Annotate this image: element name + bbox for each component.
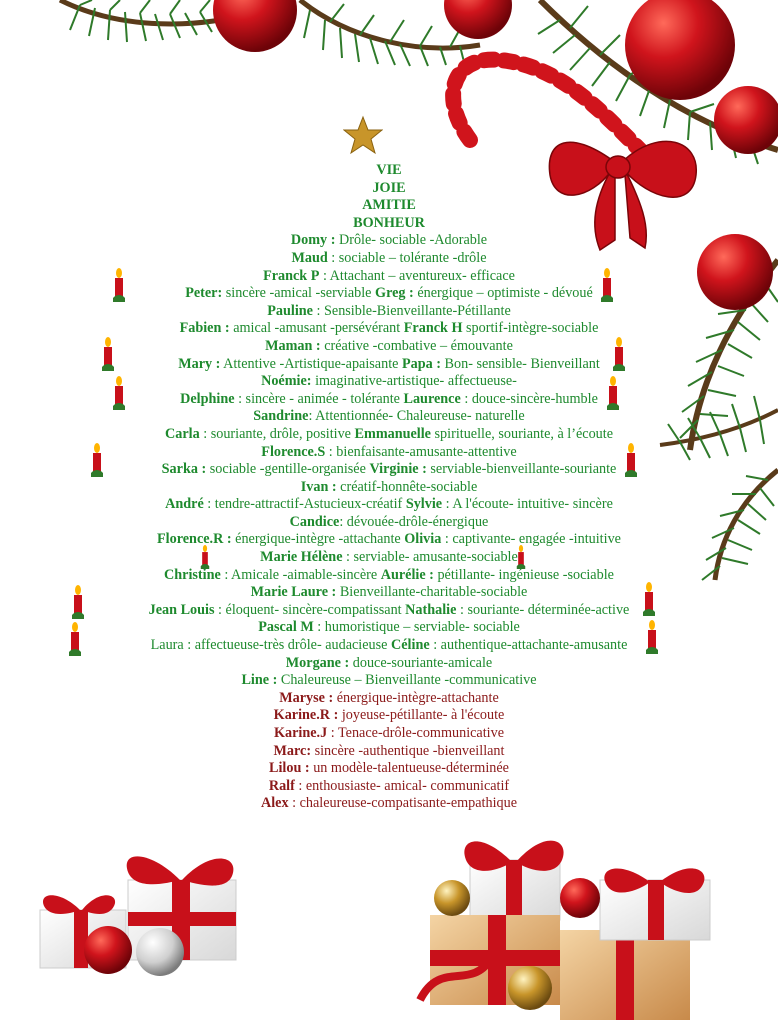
person-name: Pauline [267,302,313,319]
name-line [0,655,778,673]
name-line [0,285,778,303]
person-name: Maman : [265,337,321,354]
person-name: Pascal M [258,619,314,636]
person-qualities: : authentique-attachante-amusante [429,637,628,654]
person-name: Candice [289,513,340,530]
name-line [0,795,778,813]
person-name: Delphine [180,390,235,407]
person-name: Noémie: [261,373,312,390]
person-name: Florence.S [261,443,326,460]
person-name: Céline [391,637,430,654]
person-name: Maud [291,249,328,266]
person-name: Christine [164,566,221,583]
person-name: Emmanuelle [354,425,431,442]
name-line [0,356,778,374]
person-qualities: : Amicale -aimable-sincère [220,566,381,583]
name-line [0,760,778,778]
person-qualities: : humoristique – serviable- sociable [313,619,520,636]
name-line [0,707,778,725]
person-name: Fabien : [179,320,230,337]
person-name: Domy : [290,232,336,249]
name-line [0,303,778,321]
person-name: Line : [241,672,278,689]
name-line [0,408,778,426]
person-name: Laurence [403,390,461,407]
person-name: Carla [164,425,200,442]
person-qualities: : serviable- amusante-sociable [342,549,518,566]
name-line [0,549,778,567]
person-qualities: un modèle-talentueuse-déterminée [309,760,509,777]
person-qualities: créative -combative – émouvante [320,337,513,354]
person-qualities: : Tenace-drôle-communicative [327,725,504,741]
name-line [0,514,778,532]
person-qualities: : souriante- déterminée-active [456,601,630,618]
person-qualities: : douce-sincère-humble [460,390,598,407]
person-qualities: Bon- sensible- Bienveillant [441,355,600,372]
person-qualities: joyeuse-pétillante- à l'écoute [338,707,505,724]
name-line [0,725,778,743]
gift-icon-left [40,856,236,976]
person-name: Marie Laure : [250,584,337,601]
person-name: Morgane : [285,654,350,671]
name-line [0,479,778,497]
person-name: Virginie : [369,461,427,478]
person-name: Sandrine [253,408,309,425]
person-qualities: énergique – optimiste - dévoué [413,285,593,302]
person-name: Franck H [403,320,463,337]
person-qualities: pétillante- ingénieuse -sociable [433,566,614,583]
person-qualities: amical -amusant -persévérant [229,320,404,337]
tree-word: VIE [376,162,402,178]
green-name-lines [0,232,778,689]
person-name: Nathalie [405,601,457,618]
person-name: Ralf [268,777,295,794]
name-line [0,373,778,391]
candy-cane-icon [453,60,640,150]
person-name: Sylvie [405,496,443,513]
name-line [0,743,778,761]
person-qualities: serviable-bienveillante-souriante [426,461,617,478]
person-name: Karine.R : [273,707,339,724]
name-line [0,250,778,268]
person-qualities: Laura : affectueuse-très drôle- audacieuse [150,637,392,654]
name-line [0,320,778,338]
name-line [0,690,778,708]
name-line [0,584,778,602]
person-name: Jean Louis [148,601,215,618]
person-name: Lilou : [269,760,310,777]
person-qualities: : Attachant – aventureux- efficace [319,267,515,284]
person-qualities: : captivante- engagée -intuitive [441,531,621,548]
name-line [0,444,778,462]
name-line [0,426,778,444]
person-name: Florence.R : [157,531,232,548]
person-name: Peter: [185,285,223,302]
person-qualities: : sociable – tolérante -drôle [327,249,487,266]
person-name: Aurélie : [380,566,434,583]
person-name: Karine.J [274,725,328,741]
tree-word: JOIE [372,179,406,196]
person-qualities: énergique-intègre-attachante [333,689,499,706]
person-qualities: imaginative-artistique- affectueuse- [311,373,517,390]
name-line [0,232,778,250]
person-qualities: : chaleureuse-compatisante-empathique [288,795,518,812]
star-icon [343,115,383,155]
red-name-lines [0,690,778,813]
person-qualities: : sincère - animée - tolérante [234,390,404,407]
person-qualities: Drôle- sociable -Adorable [335,232,488,249]
person-qualities: spirituelle, souriante, à l’écoute [430,425,613,442]
tree-word: AMITIE [362,197,416,214]
person-name: Ivan : [300,478,337,495]
person-name: André [165,496,204,513]
tree-word: BONHEUR [353,214,425,231]
person-qualities: sincère -authentique -bienveillant [311,742,505,759]
name-line [0,637,778,655]
person-name: Mary : [178,355,221,372]
person-qualities: : éloquent- sincère-compatissant [214,601,406,618]
person-name: Franck P [263,267,320,284]
person-qualities: sociable -gentille-organisée [206,461,370,478]
name-line [0,778,778,796]
person-qualities: douce-souriante-amicale [349,654,493,671]
name-line [0,567,778,585]
name-line [0,268,778,286]
person-name: Marie Hélène [260,549,343,566]
name-line [0,496,778,514]
name-line [0,338,778,356]
name-line [0,531,778,549]
person-name: Alex [260,795,289,812]
person-qualities: : Sensible-Bienveillante-Pétillante [312,302,511,319]
person-name: Maryse : [279,689,334,706]
person-qualities: : Attentionnée- Chaleureuse- naturelle [308,408,525,425]
person-qualities: : souriante, drôle, positive [199,425,355,442]
person-qualities: : bienfaisante-amusante-attentive [325,443,517,460]
person-name: Marc: [273,742,312,759]
gift-icon-right [420,841,710,1020]
person-qualities: énergique-intègre -attachante [231,531,405,548]
person-qualities: : dévouée-drôle-énergique [339,513,489,530]
person-qualities: : A l'écoute- intuitive- sincère [442,496,613,513]
person-qualities: : enthousiaste- amical- communicatif [294,777,510,794]
person-name: Olivia [404,531,442,548]
person-qualities: Bienveillante-charitable-sociable [336,584,528,601]
name-line [0,619,778,637]
name-line [0,672,778,690]
name-line [0,602,778,620]
person-name: Papa : [401,355,441,372]
person-qualities: sincère -amical -serviable [222,285,376,302]
person-qualities: créatif-honnête-sociable [336,478,478,495]
person-name: Greg : [375,285,414,302]
person-qualities: Attentive -Artistique-apaisante [220,355,402,372]
person-name: Sarka : [161,461,207,478]
name-tree [0,162,778,813]
name-line [0,391,778,409]
person-qualities: : tendre-attractif-Astucieux-créatif [203,496,406,513]
person-qualities: sportif-intègre-sociable [462,320,599,337]
person-qualities: Chaleureuse – Bienveillante -communicative [277,672,537,689]
name-line [0,461,778,479]
